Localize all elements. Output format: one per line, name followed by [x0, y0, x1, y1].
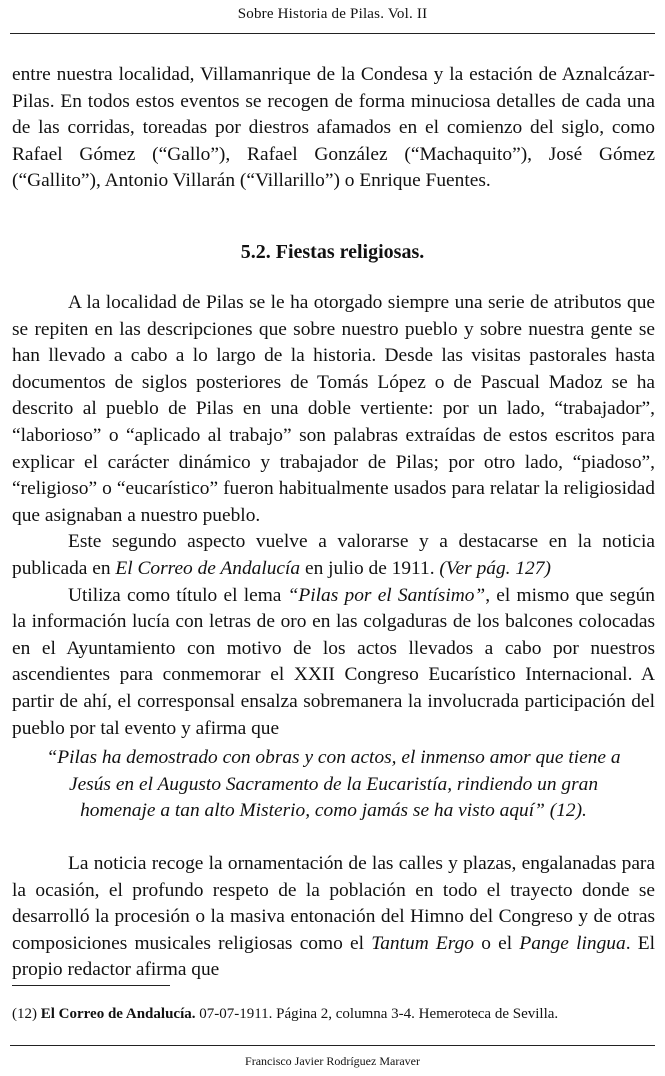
paragraph-ornamentation: [12, 851, 655, 984]
quote-line-2: Jesús en el Augusto Sacramento de la Eucaristía, rindiendo un gran: [68, 773, 599, 795]
paragraph-motto: [12, 583, 655, 743]
footnote-rule: [12, 985, 170, 986]
body-continued: [12, 290, 655, 742]
footnote-number: (12): [12, 1006, 37, 1022]
quote-line-1: “Pilas ha demostrado con obras y con actos, el inmenso amor que tiene a: [46, 747, 621, 768]
footnote-details: 07-07-1911. Página 2, columna 3-4. Hemeroteca de Sevilla.: [195, 1006, 559, 1022]
footnote: [12, 1005, 655, 1024]
paragraph-motto-intro: Utiliza como título el lema: [68, 584, 288, 606]
paragraph-newspaper-text: Este segundo aspecto vuelve a valorarse y a destacarse en la noticia publicada en: [12, 531, 655, 579]
paragraph-ornamentation-conj: o el: [473, 932, 520, 954]
footer-rule: [10, 1045, 655, 1046]
paragraph-newspaper-date: en julio de 1911.: [300, 557, 440, 579]
page-reference: (Ver pág. 127): [439, 557, 551, 579]
section-heading: 5.2. Fiestas religiosas.: [240, 241, 425, 263]
paragraph-bullfights: entre nuestra localidad, Villamanrique de la Condesa y la estación de Aznalcázar-Pilas. En todos estos eventos se recogen de forma minuciosa detalles de cada una de las corridas, toreadas por diestros afamados en el comienzo del siglo, como Rafael Gómez (“Gallo”), Rafael González (“Machaquito”), José Gómez (“Gallito”), Antonio Villarán (“Villarillo”) o Enrique Fuentes.: [12, 64, 655, 192]
paragraph-ornamentation-text: La noticia recoge la ornamentación de las calles y plazas, engalanadas para la ocasión, el profundo respeto de la población en todo el trayecto donde se desarrolló la procesión o la masiva entonación del Himno del Congreso y de otras composiciones musicales religiosas como el: [12, 853, 655, 954]
running-header: Sobre Historia de Pilas. Vol. II: [237, 6, 428, 22]
newspaper-title: El Correo de Andalucía: [115, 557, 301, 579]
paragraph-ornamentation-end: . El propio redactor afirma que: [12, 932, 655, 981]
paragraph-motto-body: , el mismo que según la información lucía con letras de oro en las colgaduras de los balcones colocadas en el Ayuntamiento con motivo de los actos llevados a cabo por nuestros ascendientes para conmemorar el XXII Congreso Eucarístico Internacional. A partir de ahí, el corresponsal ensalza sobremanera la involucrada participación del pueblo por tal evento y afirma que: [12, 584, 656, 739]
motto-text: “Pilas por el Santísimo”: [287, 584, 486, 606]
footnote-source: El Correo de Andalucía.: [40, 1006, 196, 1022]
paragraph-newspaper: [12, 529, 655, 582]
header-rule: [10, 33, 655, 34]
quote-line-3: homenaje a tan alto Misterio, como jamás se ha visto aquí” (12).: [80, 800, 587, 822]
paragraph-attributes: A la localidad de Pilas se le ha otorgado siempre una serie de atributos que se repiten en las descripciones que sobre nuestro pueblo y sobre nuestra gente se han llevado a cabo a lo largo de la historia. Desde las visitas pastorales hasta documentos de siglos posteriores de Tomás López o de Pascual Madoz se ha descrito al pueblo de Pilas en una doble vertiente: por un lado, “trabajador”, “laborioso” o “aplicado al trabajo” son palabras extraídas de estos escritos para explicar el carácter dinámico y trabajador de Pilas; por otro lado, “piadoso”, “religioso” o “eucarístico” fueron habitualmente usados para relatar la religiosidad que asignaban a nuestro pueblo.: [12, 292, 655, 526]
block-quote: [12, 745, 655, 825]
hymn-title-pange-lingua: Pange lingua: [519, 932, 626, 954]
running-footer-author: Francisco Javier Rodríguez Maraver: [245, 1054, 420, 1068]
hymn-title-tantum-ergo: Tantum Ergo: [371, 932, 474, 954]
